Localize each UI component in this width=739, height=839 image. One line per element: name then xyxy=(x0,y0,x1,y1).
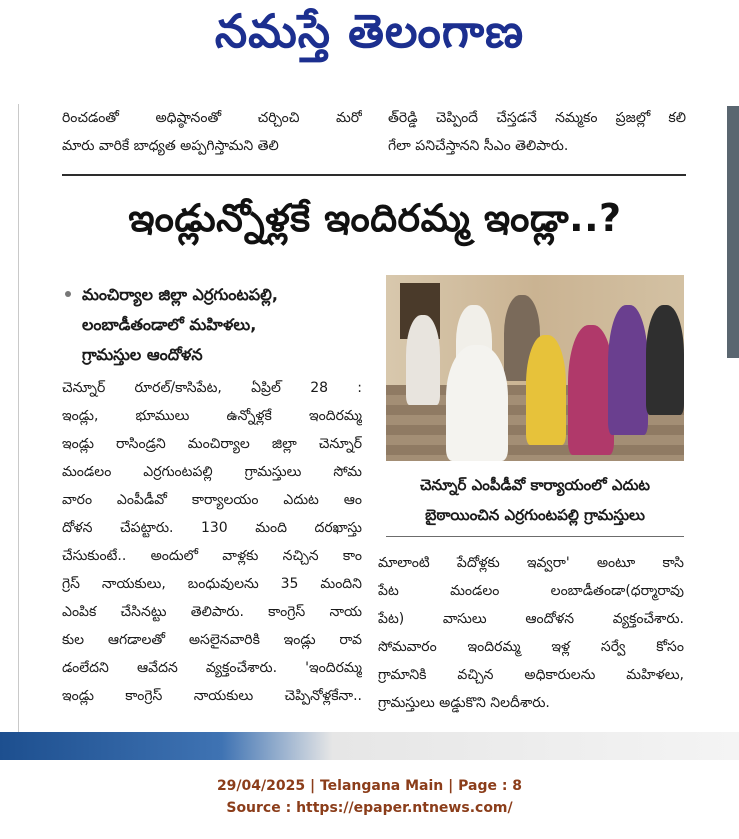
masthead-logo-title: నమస్తే తెలంగాణ xyxy=(214,4,525,58)
clip-left-border xyxy=(18,104,19,732)
text-line: ఎంపిక చేసినట్టు తెలిపారు. కాంగ్రెస్ నాయ xyxy=(62,604,362,620)
caption-line: బైఠాయించిన ఎర్రగుంటపల్లి గ్రామస్తులు xyxy=(425,506,645,524)
text-line: గ్రామానికి వచ్చిన అధికారులను మహిళలు, xyxy=(378,667,684,683)
top-left-column xyxy=(62,104,362,160)
photo-figure xyxy=(446,345,508,461)
text-line: రించడంతో అధిష్ఠానంతో చర్చించి మరో xyxy=(62,110,362,126)
bullet-highlights xyxy=(82,280,372,370)
text-line: మాలాంటి పేదోళ్లకు ఇవ్వరా' అంటూ కాసి xyxy=(378,555,684,571)
text-line: పేట) వాసులు ఆందోళన వ్యక్తంచేశారు. xyxy=(378,611,684,627)
top-right-column xyxy=(388,104,686,160)
news-photo-villagers-protest xyxy=(386,275,684,461)
text-line: మారు వారికే బాధ్యత అప్పగిస్తామని తెలి xyxy=(62,138,279,154)
adjacent-photo-strip xyxy=(727,106,739,358)
text-line: మండలం ఎర్రగుంటపల్లి గ్రామస్తులు సోమ xyxy=(62,464,362,480)
text-line: చేసుకుంటే.. అందులో వాళ్లకు నచ్చిన కాం xyxy=(62,548,362,564)
text-line: గ్రామస్తులు అడ్డుకొని నిలదీశారు. xyxy=(378,695,550,711)
text-line: గ్రెస్ నాయకులు, బంధువులను 35 మందిని xyxy=(62,576,362,592)
text-line: చెన్నూర్ రూరల్/కాసిపేట, ఏప్రిల్ 28 : xyxy=(62,380,362,396)
bullet-item xyxy=(82,280,372,310)
text-line: కుల ఆగడాలతో అసలైనవారికి ఇండ్లు రావ xyxy=(62,632,362,648)
text-line: సోమవారం ఇందిరమ్మ ఇళ్ల సర్వే కోసం xyxy=(378,639,684,655)
caption-divider xyxy=(386,536,684,537)
text-line: ఇండ్లు, భూములు ఉన్నోళ్లకే ఇందిరమ్మ xyxy=(62,408,362,424)
photo-figure xyxy=(526,335,566,445)
headline: ఇండ్లున్నోళ్లకే ఇందిరమ్మ ఇండ్లా..? xyxy=(128,196,622,240)
text-line: ఇండ్లు కాంగ్రెస్ నాయకులు చెప్పినోళ్లకేనా.. xyxy=(62,688,362,704)
footer-source: Source : https://epaper.ntnews.com/ xyxy=(226,800,513,816)
footer-edition: 29/04/2025 | Telangana Main | Page : 8 xyxy=(216,778,523,794)
bottom-image-band xyxy=(0,732,739,760)
body-right-column xyxy=(378,549,684,717)
photo-figure xyxy=(608,305,648,435)
body-left-column xyxy=(62,374,362,710)
text-line: ఇండ్లు రాసిండ్రని మంచిర్యాల జిల్లా చెన్నూర్ xyxy=(62,436,362,452)
bullet-item: లంబాడీతండాలో మహిళలు, xyxy=(82,315,257,334)
text-line: త్‌రెడ్డి చెప్పిందే చేస్తడనే నమ్మకం ప్రజల్లో కలి xyxy=(388,110,686,126)
text-line: దోళన చేపట్టారు. 130 మంది దరఖాస్తు xyxy=(62,520,362,536)
caption-line: చెన్నూర్ ఎంపీడీవో కార్యాయంలో ఎదుట xyxy=(420,476,650,494)
bullet-dot-icon xyxy=(65,291,71,297)
text-line: వారం ఎంపీడీవో కార్యాలయం ఎదుట ఆం xyxy=(62,492,362,508)
photo-figure xyxy=(406,315,440,405)
photo-figure xyxy=(646,305,684,415)
text-line: పేట మండలం లంబాడీతండా(ధర్మారావు xyxy=(378,583,684,599)
text-line: డంలేదని ఆవేదన వ్యక్తంచేశారు. 'ఇందిరమ్మ xyxy=(62,660,362,676)
section-divider xyxy=(62,174,686,176)
bullet-item: గ్రామస్తుల ఆందోళన xyxy=(82,345,203,364)
bullet-text: మంచిర్యాల జిల్లా ఎర్రగుంటపల్లి, xyxy=(82,285,278,304)
text-line: గేలా పనిచేస్తానని సీఎం తెలిపారు. xyxy=(388,138,569,154)
photo-caption xyxy=(386,470,684,530)
masthead xyxy=(0,0,739,84)
